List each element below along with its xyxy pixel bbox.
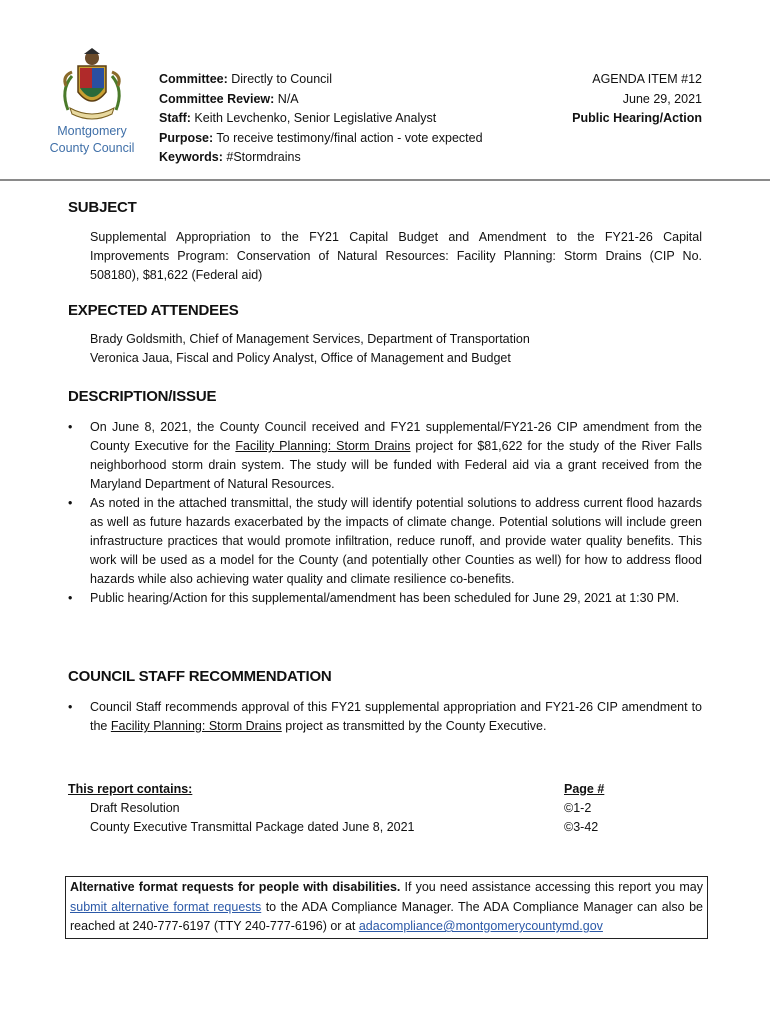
meta-keywords [159, 148, 483, 168]
notice-text: to the ADA Compliance Manager. The ADA Compliance Manager can also be reached at 240-777-6197 (TTY 240-777-6196) or at [70, 899, 703, 933]
subject-text: Supplemental Appropriation to the FY21 Capital Budget and Amendment to the FY21-26 Capital Improvements Program: Conservation of Natural Resources: Facility Planning: Storm Drains (CIP No. 508180), $81,622 (Federal aid) [90, 230, 702, 282]
meta-value: To receive testimony/final action - vote expected [213, 130, 483, 145]
bullet-text: As noted in the attached transmittal, the study will identify potential solutions to address current flood hazards as well as future hazards exacerbated by the impacts of climate change. Potential solutions will include green infrastructure practices that would promote infiltration, reduce runoff, and provide water quality benefits. This work will be used as a model for the County (and potentially other Counties as well) for how to address flood hazards while also achieving water quality and climate resilience co-benefits. [90, 496, 702, 586]
bullet-text: project as transmitted by the County Executive. [281, 719, 547, 733]
agenda-date: June 29, 2021 [622, 91, 702, 106]
description-heading: DESCRIPTION/ISSUE [68, 388, 217, 405]
contents-item: County Executive Transmittal Package dated June 8, 2021 [90, 820, 415, 834]
contents-row [68, 818, 708, 837]
org-line-2: County Council [49, 141, 135, 155]
recommendation-bullet [68, 698, 702, 736]
meta-value: N/A [274, 91, 299, 106]
bullet-icon: • [68, 591, 73, 605]
attendee-item: Veronica Jaua, Fiscal and Policy Analyst, Office of Management and Budget [90, 351, 511, 365]
description-bullet-1 [68, 418, 702, 494]
bullet-text: On June 8, 2021, the County Council received and FY21 supplemental/FY21-26 CIP amendment from the County Executive for the [90, 420, 702, 453]
notice-text: If you need assistance accessing this report you may [400, 880, 703, 894]
meta-label: Staff: [159, 111, 191, 125]
contents-item: Draft Resolution [90, 801, 180, 815]
meta-staff [159, 109, 483, 129]
contents-page: ©3-42 [564, 820, 599, 834]
agenda-block [572, 70, 702, 129]
meta-label: Committee: [159, 72, 228, 86]
committee-meta [159, 70, 483, 168]
county-seal-logo [58, 46, 126, 124]
attendee-item: Brady Goldsmith, Chief of Management Services, Department of Transportation [90, 332, 530, 346]
meta-label: Keywords: [159, 150, 223, 164]
page-number-heading: Page # [564, 782, 605, 796]
description-bullet-3 [68, 589, 702, 608]
county-council-name [40, 123, 144, 157]
accessibility-notice [65, 876, 708, 939]
agenda-action: Public Hearing/Action [572, 111, 702, 125]
attendees-heading: EXPECTED ATTENDEES [68, 302, 239, 319]
meta-label: Committee Review: [159, 91, 275, 106]
contents-page: ©1-2 [564, 801, 592, 815]
meta-value: Directly to Council [227, 72, 332, 86]
contents-header-row [68, 780, 708, 799]
report-contents [68, 780, 708, 837]
ada-email-link[interactable]: adacompliance@montgomerycountymd.gov [358, 919, 603, 933]
bullet-icon: • [68, 496, 73, 510]
attendees-list [90, 330, 702, 368]
bullet-icon: • [68, 420, 73, 434]
recommendation-list [68, 698, 702, 736]
bullet-text: Council Staff recommends approval of this FY21 supplemental appropriation and FY21-26 CIP amendment to the [90, 700, 702, 733]
recommendation-heading: COUNCIL STAFF RECOMMENDATION [68, 668, 332, 685]
subject-heading: SUBJECT [68, 199, 137, 216]
meta-value: Keith Levchenko, Senior Legislative Analyst [190, 111, 437, 125]
bullet-text: project for $81,622 for the study of the River Falls neighborhood storm drain system. The study will be funded with Federal aid via a grant received from the Maryland Department of Natural Resources. [90, 439, 702, 491]
alternative-format-request-link[interactable]: submit alternative format requests [70, 899, 262, 914]
agenda-item-number: AGENDA ITEM #12 [592, 72, 702, 86]
header-divider [0, 179, 770, 181]
description-bullet-2 [68, 494, 702, 589]
meta-committee [159, 70, 483, 90]
meta-committee-review [159, 90, 483, 110]
bullet-icon: • [68, 700, 73, 714]
contents-row [68, 799, 708, 818]
description-list [68, 418, 702, 608]
meta-purpose [159, 129, 483, 149]
facility-planning-link[interactable]: Facility Planning: Storm Drains [235, 439, 411, 453]
contents-heading: This report contains: [68, 782, 193, 796]
facility-planning-link[interactable]: Facility Planning: Storm Drains [110, 719, 282, 733]
meta-label: Purpose: [159, 130, 214, 145]
org-line-1: Montgomery [57, 124, 127, 138]
bullet-text: Public hearing/Action for this supplemental/amendment has been scheduled for June 29, 2021 at 1:30 PM. [90, 591, 680, 605]
meta-value: #Stormdrains [222, 150, 301, 164]
notice-title: Alternative format requests for people with disabilities. [70, 880, 401, 894]
